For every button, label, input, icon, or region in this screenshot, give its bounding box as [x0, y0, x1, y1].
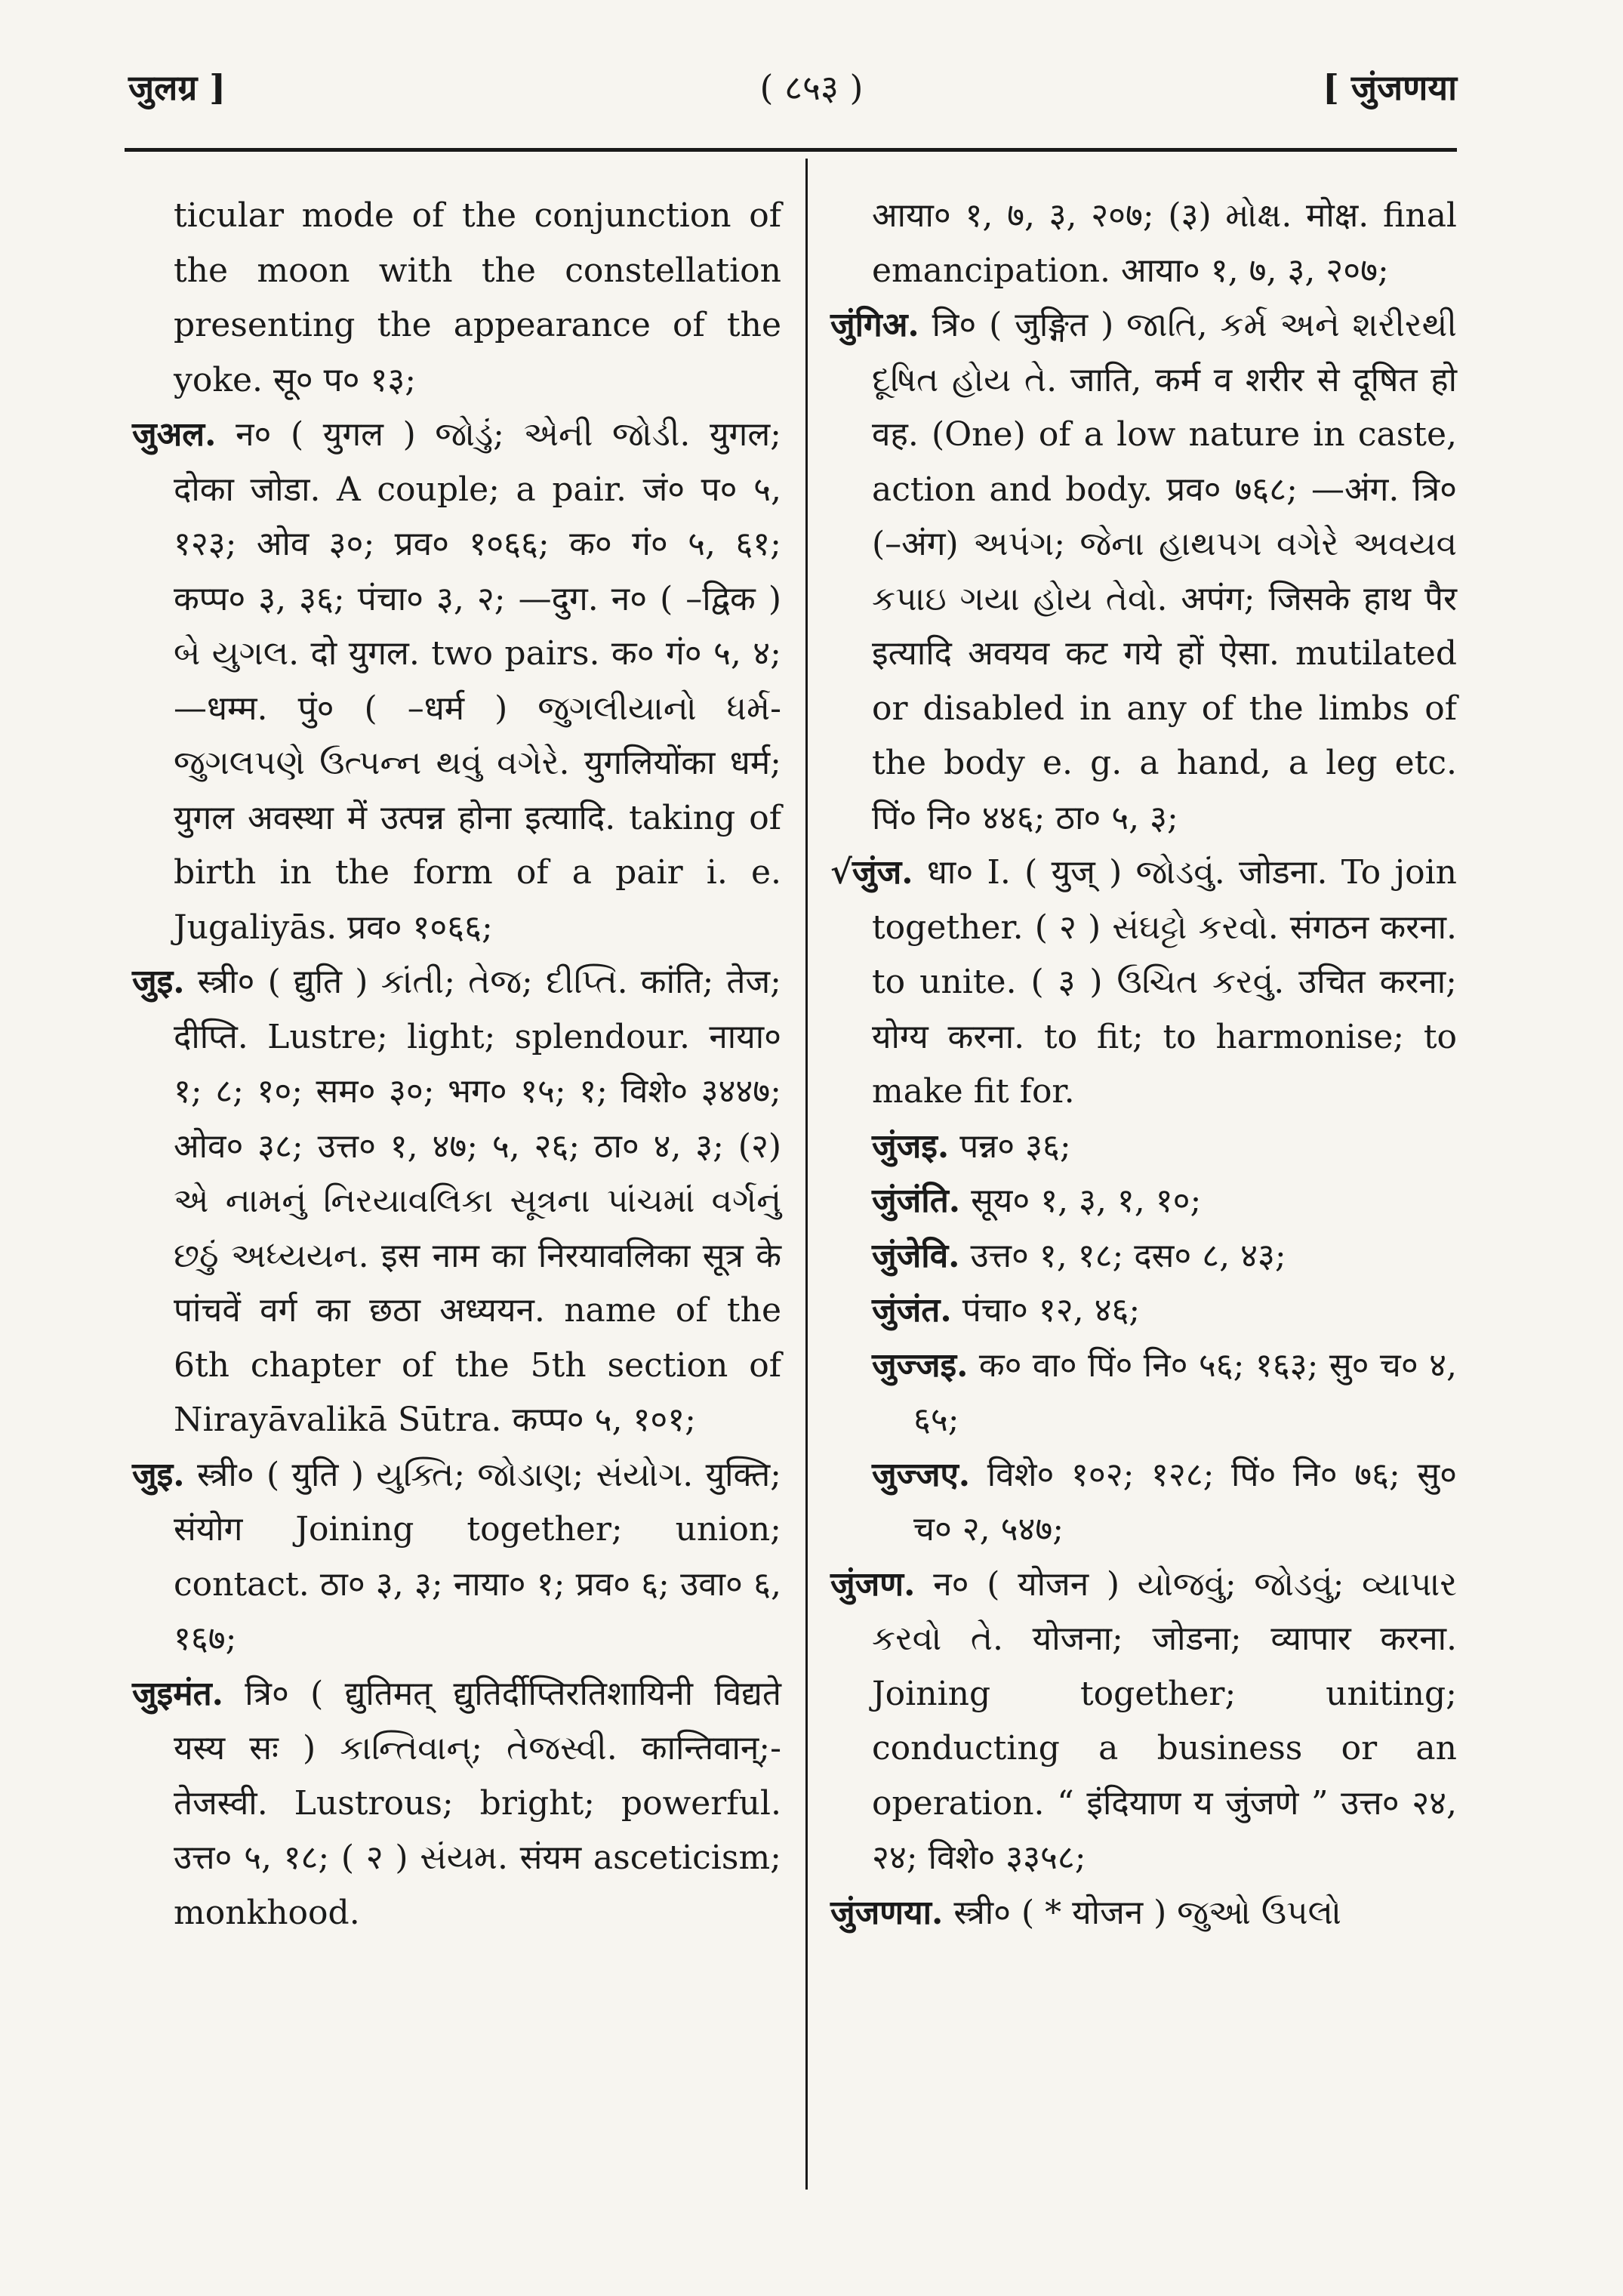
entry-definition: पंचा० १२, ४६;	[962, 1291, 1141, 1330]
entry-headword: जुइ.	[132, 1455, 185, 1494]
dictionary-entry	[830, 1174, 1457, 1229]
dictionary-entry	[830, 1339, 1457, 1448]
entry-definition: सूय० १, ३, १, १०;	[971, 1182, 1202, 1220]
entry-headword: जुंजणया.	[830, 1893, 944, 1932]
dictionary-entry	[830, 298, 1457, 846]
header-right-guideword: [ जुंजणया	[1323, 67, 1457, 108]
entry-headword: जुंगिअ.	[830, 306, 919, 344]
entry-headword: जुअल.	[132, 415, 217, 454]
dictionary-entry	[830, 1229, 1457, 1284]
header-rule	[125, 148, 1457, 152]
dictionary-entry	[830, 846, 1457, 1120]
header-left-guideword: जुलग्र ]	[128, 67, 226, 108]
dictionary-entry	[830, 1558, 1457, 1886]
dictionary-entry	[132, 1448, 781, 1667]
entry-definition: विशे० १०२; १२८; पिं० नि० ७६; सु० च० २, ५४७;	[913, 1455, 1457, 1549]
entry-definition: धा० I. ( युज् ) જોડવું. जोडना. To join together. ( २ ) સંઘટ્ટો કરવો. संगठन करना. to unite. ( ३ ) ઉચિત કરવું. उचित करना; योग्य करना. to fit; to harmonise; to make fit for.	[872, 853, 1457, 1111]
entry-definition: क० वा० पिं० नि० ५६; १६३; सु० च० ४, ६५;	[913, 1345, 1457, 1439]
entry-definition: त्रि० ( जुङ्गित ) જાતિ, કર્મ અને શરીરથી દૂષિત હોય તે. जाति, कर्म व शरीर से दूषित हो वह. (One) of a low nature in caste, action and body. प्रव० ७६८; —अंग. त्रि० (–अंग) અપંગ; જેના હાથપગ વગેરે અવયવ કપાઇ ગયા હોય તેવો. अपंग; जिसके हाथ पैर इत्यादि अवयव कट गये हों ऐसा. mutilated or disabled in any of the limbs of the body e. g. a hand, a leg etc. पिं० नि० ४४६; ठा० ५, ३;	[872, 306, 1457, 837]
entry-definition: पन्न० ३६;	[959, 1126, 1071, 1166]
entry-headword: जुंजंति.	[872, 1182, 961, 1220]
entry-headword: √जुंज.	[830, 853, 913, 892]
entry-headword: जुंजेवि.	[872, 1236, 960, 1275]
dictionary-entry	[830, 1886, 1457, 1941]
entry-definition: त्रि० ( द्युतिमत् द्युतिर्दीप्तिरतिशायिनी विद्यते यस्य सः ) કાન્તિવાન્; તેજસ્વી. कान्तिवान्;-तेजस्वी. Lustrous; bright; powerful. उत्त० ५, १८; ( २ ) સંયમ. संयम asceticism; monkhood.	[174, 1674, 781, 1932]
right-column	[830, 189, 1457, 1940]
entry-headword: जुइमंत.	[132, 1674, 223, 1713]
entry-headword: जुइ.	[132, 963, 185, 1001]
dictionary-entry	[830, 189, 1457, 298]
entry-definition: स्त्री० ( * योजन ) જુઓ ઉપલો	[953, 1893, 1341, 1932]
entry-headword: जुज्जइ.	[872, 1345, 969, 1385]
dictionary-entry	[132, 189, 781, 408]
left-column	[132, 189, 781, 1940]
entry-definition: स्त्री० ( द्युति ) કાંતી; તેજ; દીપ્તિ. कांति; तेज; दीप्ति. Lustre; light; splendour. नाया० १; ८; १०; सम० ३०; भग० १५; १; विशे० ३४४७; ओव० ३८; उत्त० १, ४७; ५, २६; ठा० ४, ३; (२) એ નામનું નિરયાવલિકા સૂત્રના પાંચમાં વર્ગનું છઠું અધ્યયન. इस नाम का निरयावलिका सूत्र के पांचवें वर्ग का छठा अध्ययन. name of the 6th chapter of the 5th section of Nirayāvalikā Sūtra. कप्प० ५, १०१;	[174, 963, 781, 1439]
column-divider	[805, 159, 808, 2190]
entry-definition: उत्त० १, १८; दस० ८, ४३;	[970, 1236, 1286, 1275]
entry-definition: स्त्री० ( युति ) યુક્તિ; જોડાણ; સંયોગ. युक्ति; संयोग Joining together; union; contact. ठा० ३, ३; नाया० १; प्रव० ६; उवा० ६, १६७;	[174, 1455, 781, 1658]
dictionary-entry	[132, 955, 781, 1448]
dictionary-entry	[830, 1120, 1457, 1175]
entry-headword: जुज्जए.	[872, 1455, 971, 1494]
entry-definition: न० ( युगल ) જોડું; એની જોડી. युगल; दोका जोडा. A couple; a pair. जं० प० ५, १२३; ओव ३०; प्रव० १०६६; क० गं० ५, ६१; कप्प० ३, ३६; पंचा० ३, २; —दुग. न० ( –द्विक ) બે યુગલ. दो युगल. two pairs. क० गं० ५, ४; —धम्म. पुं० ( –धर्म ) જુગલીયાનો ધર્મ-જુગલપણે ઉત્પન્ન થવું વગેરે. युगलियोंका धर्म; युगल अवस्था में उत्पन्न होना इत्यादि. taking of birth in the form of a pair i. e. Jugaliyās. प्रव० १०६६;	[174, 415, 781, 947]
entry-headword: जुंजंत.	[872, 1291, 952, 1330]
entry-definition: आया० १, ७, ३, २०७; (३) મોક્ષ. मोक्ष. final emancipation. आया० १, ७, ३, २०७;	[872, 196, 1457, 290]
page-number: ( ८५३ )	[759, 67, 864, 108]
dictionary-entry	[830, 1284, 1457, 1339]
entry-headword: जुंजइ.	[872, 1126, 950, 1166]
dictionary-entry	[132, 408, 781, 955]
entry-headword: जुंजण.	[830, 1564, 916, 1604]
dictionary-entry	[830, 1448, 1457, 1558]
dictionary-entry	[132, 1667, 781, 1941]
entry-definition: ticular mode of the conjunction of the moon with the constellation presenting the appearance of the yoke. सू० प० १३;	[174, 196, 781, 399]
entry-definition: न० ( योजन ) યોજવું; જોડવું; વ્યાપાર કરવો તે. योजना; जोडना; व्यापार करना. Joining together; uniting; conducting a business or an operation. “ इंदियाण य जुंजणे ” उत्त० २४, २४; विशे० ३३५८;	[872, 1564, 1457, 1877]
